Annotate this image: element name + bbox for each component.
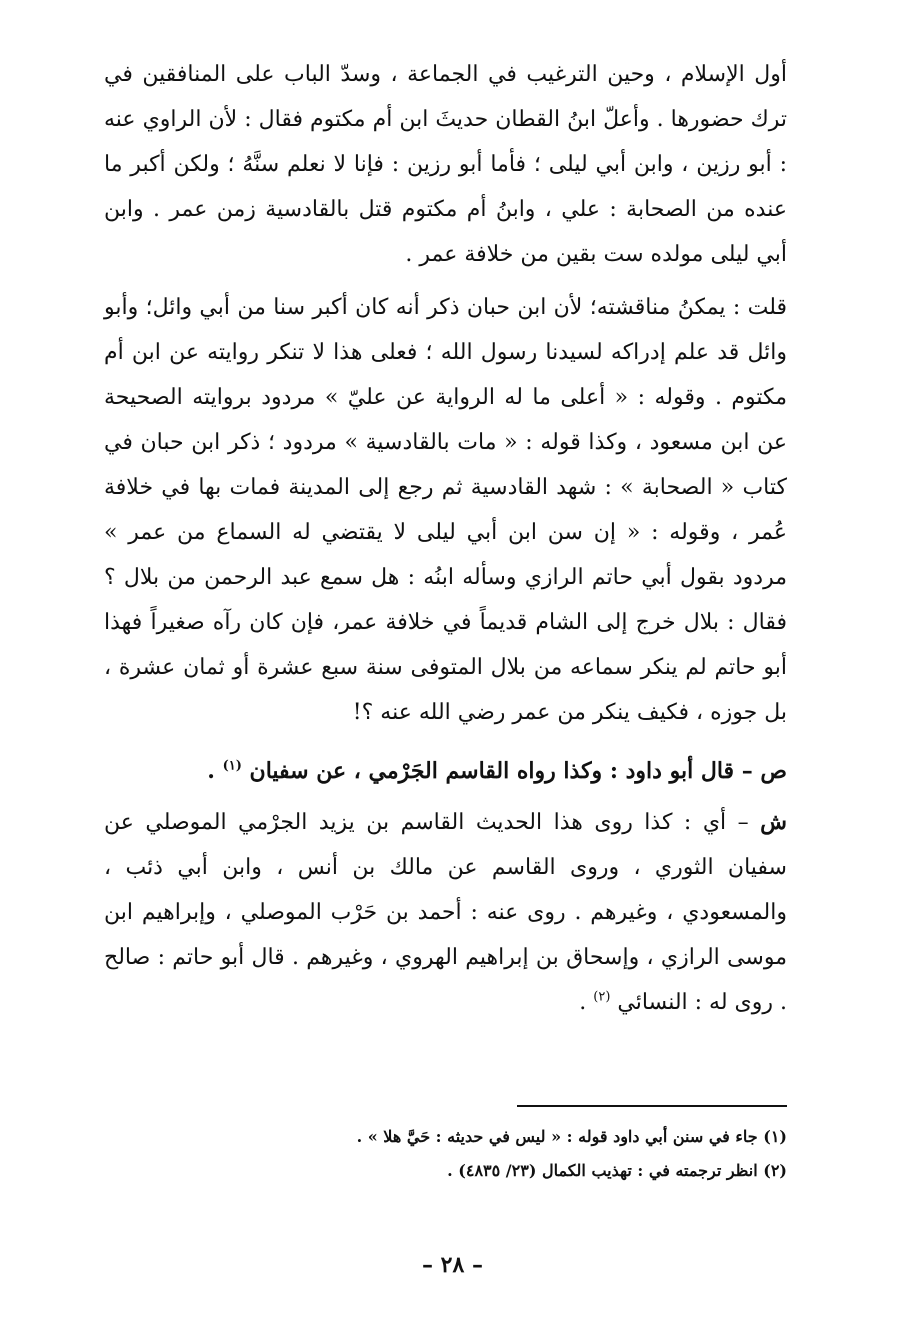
paragraph-3-matn <box>104 749 787 794</box>
matn-end: . <box>207 758 223 784</box>
footnote-1: (١) جاء في سنن أبي داود قوله : « ليس في حديثه : حَيَّ هلا » . <box>356 1127 787 1146</box>
sharh-text: – أي : كذا روى هذا الحديث القاسم بن يزيد الجرْمي الموصلي عن سفيان الثوري ، وروى القاسم عن مالك بن أنس ، وابن أبي ذئب ، والمسعودي ، وغيرهم . روى عنه : أحمد بن حَرْب الموصلي ، وإبراهيم ابن موسى الرازي ، وإسحاق بن إبراهيم الهروي ، وغيرهم . قال أبو حاتم : صالح . روى له : النسائي <box>104 810 787 1015</box>
footnote-divider <box>517 1105 787 1107</box>
footnotes <box>104 1120 787 1188</box>
matn-text: ص – قال أبو داود : وكذا رواه القاسم الجَرْمي ، عن سفيان <box>249 758 787 784</box>
footnote-ref-2[interactable]: (٢) <box>593 989 611 1005</box>
paragraph-4-sharh <box>104 800 787 1025</box>
page-number: – ٢٨ – <box>422 1252 483 1278</box>
sharh-end: . <box>579 990 594 1015</box>
paragraph-2: قلت : يمكنُ مناقشته؛ لأن ابن حبان ذكر أنه كان أكبر سنا من أبي وائل؛ وأبو وائل قد علم إدراكه لسيدنا رسول الله ؛ فعلى هذا لا تنكر روايته عن ابن أم مكتوم . وقوله : « أعلى ما له الرواية عن عليّ » مردود بروايته الصحيحة عن ابن مسعود ، وكذا قوله : « مات بالقادسية » مردود ؛ ذكر ابن حبان في كتاب « الصحابة » : شهد القادسية ثم رجع إلى المدينة فمات بها في خلافة عُمر ، وقوله : « إن سن ابن أبي ليلى لا يقتضي له السماع من عمر » مردود بقول أبي حاتم الرازي وسأله ابنُه : هل سمع عبد الرحمن من بلال ؟ فقال : بلال خرج إلى الشام قديماً في خلافة عمر، فإن كان رآه صغيراً فهذا أبو حاتم لم ينكر سماعه من بلال المتوفى سنة سبع عشرة أو ثمان عشرة ، بل جوزه ، فكيف ينكر من عمر رضي الله عنه ؟! <box>104 295 787 725</box>
main-text <box>104 52 787 1025</box>
paragraph-1: أول الإسلام ، وحين الترغيب في الجماعة ، وسدّ الباب على المنافقين في ترك حضورها . وأعلّ ابنُ القطان حديثَ ابن أم مكتوم فقال : لأن الراوي عنه : أبو رزين ، وابن أبي ليلى ؛ فأما أبو رزين : فإنا لا نعلم سنَّهُ ؛ ولكن أكبر ما عنده من الصحابة : علي ، وابنُ أم مكتوم قتل بالقادسية زمن عمر . وابن أبي ليلى مولده ست بقين من خلافة عمر . <box>104 62 787 267</box>
sharh-lead: ش <box>760 809 787 835</box>
footnote-ref-1[interactable]: (١) <box>222 758 242 774</box>
footnote-2: (٢) انظر ترجمته في : تهذيب الكمال (٢٣/ ٤٨٣٥) . <box>447 1161 787 1180</box>
